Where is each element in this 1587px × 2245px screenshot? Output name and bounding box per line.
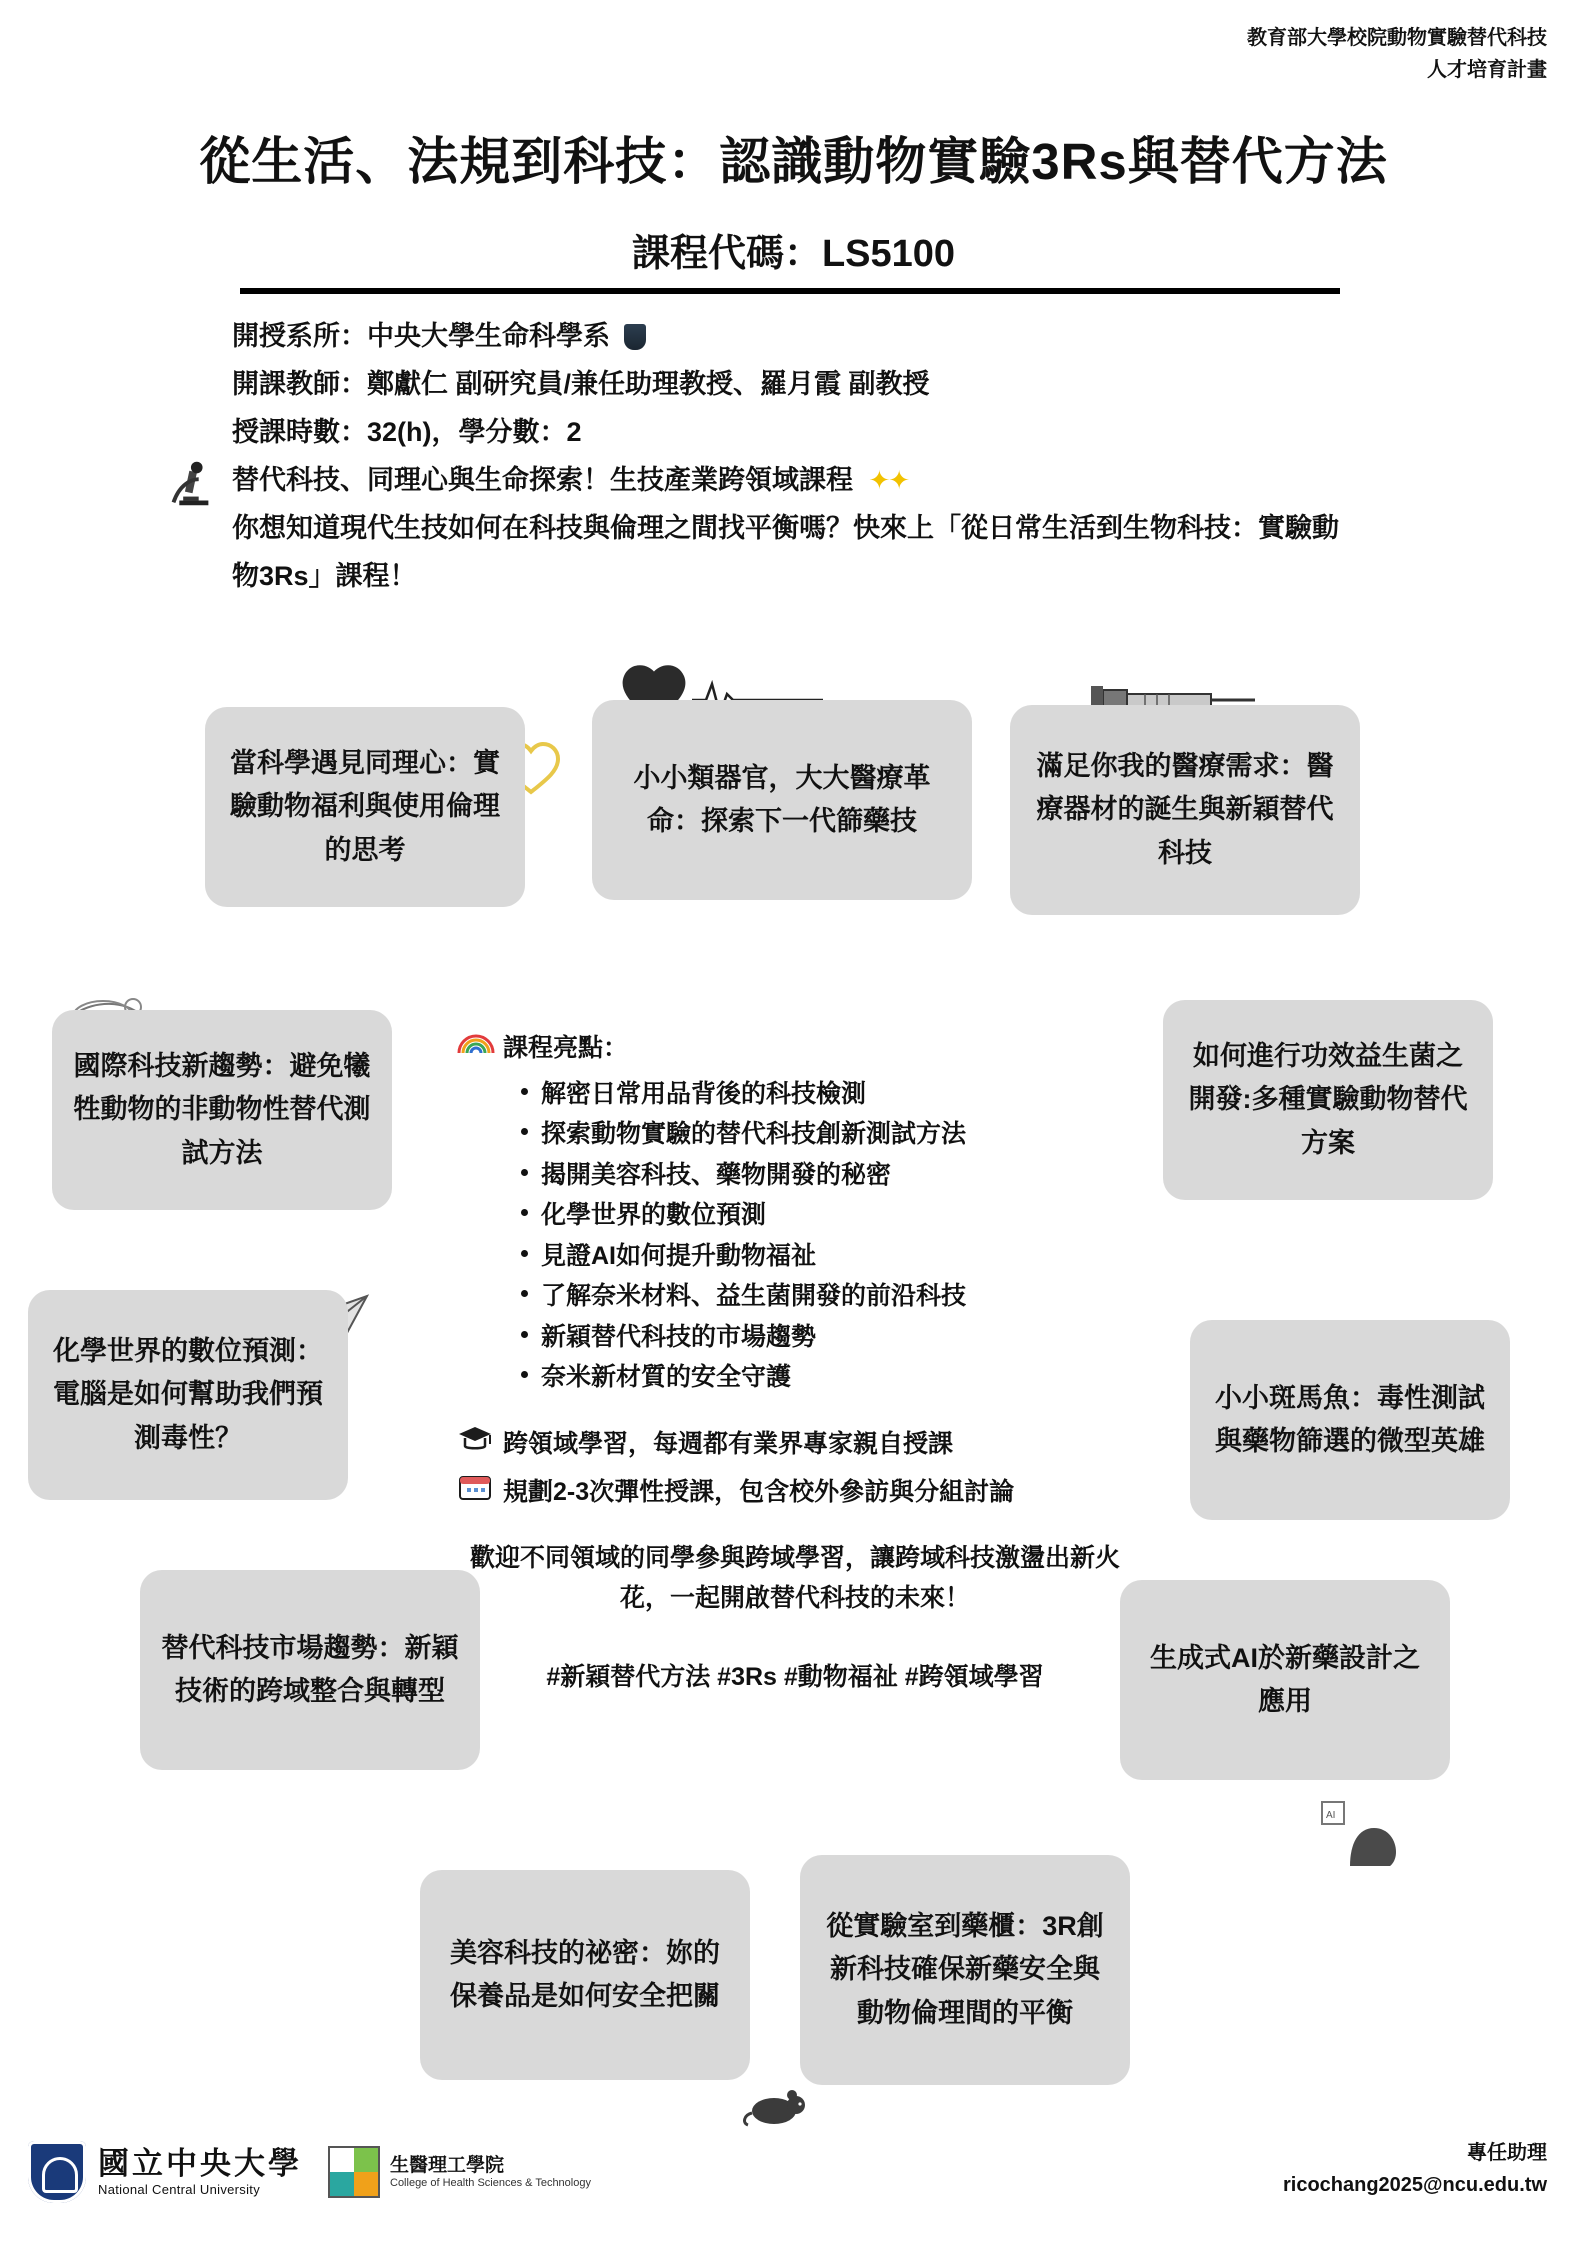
course-code: 課程代碼：LS5100 [631,233,956,275]
hashtags: #新穎替代方法 #3Rs #動物福祉 #跨領域學習 [546,1662,1044,1691]
topic-bubble-zebrafish[interactable] [1190,1320,1510,1520]
calendar-icon [457,1472,493,1502]
info-tagline [232,456,1432,504]
topic-bubble-digital-prediction-label: 化學世界的數位預測：電腦是如何幫助我們預測毒性？ [53,1336,323,1453]
highlight-item: 探索動物實驗的替代科技創新測試方法 [519,1114,1145,1155]
topic-bubble-medical-device-label: 滿足你我的醫療需求：醫療器材的誕生與新穎替代科技 [1036,751,1334,868]
organization-header [1247,22,1547,86]
microscope-icon [158,452,220,514]
highlight-item: 見證AI如何提升動物福祉 [519,1236,1145,1277]
org-line-1: 教育部大學校院動物實驗替代科技 [1247,27,1547,49]
footer-contact [1283,2137,1547,2201]
info-tagline-text: 替代科技、同理心與生命探索！生技產業跨領域課程 [232,465,853,496]
info-description: 你想知道現代生技如何在科技與倫理之間找平衡嗎？快來上「從日常生活到生物科技：實驗動物3Rs」課程！ [232,513,1339,592]
info-department [232,312,1432,360]
svg-text:AI: AI [1326,1810,1336,1821]
topic-bubble-medical-device[interactable] [1010,705,1360,915]
note-cross-domain-text: 跨領域學習，每週都有業界專家親自授課 [503,1429,954,1458]
ai-head-icon [1320,1800,1400,1870]
note-flexible-class [503,1472,1145,1512]
topic-bubble-beauty-tech-label: 美容科技的祕密：妳的保養品是如何安全把關 [450,1937,720,2011]
rat-icon [740,2085,820,2129]
topic-bubble-international-trend[interactable] [52,1010,392,1210]
ncu-logo [28,2141,302,2203]
topic-bubble-market-trend[interactable] [140,1570,480,1770]
chs-mark-icon [328,2146,380,2198]
course-notes [455,1424,1145,1512]
info-hours: 授課時數：32(h)，學分數：2 [232,417,582,448]
header-divider [240,288,1340,294]
chs-name-en: College of Health Sciences & Technology [390,2177,591,2190]
contact-title: 專任助理 [1467,2142,1547,2164]
ncu-crest-icon [28,2141,86,2203]
topic-bubble-organoid[interactable] [592,700,972,900]
highlights-list [519,1074,1145,1398]
info-department-text: 開授系所：中央大學生命科學系 [232,321,610,351]
topic-bubble-probiotics-label: 如何進行功效益生菌之開發:多種實驗動物替代方案 [1188,1041,1468,1158]
info-teacher: 開課教師：鄭獻仁 副研究員/兼任助理教授、羅月霞 副教授 [232,369,930,400]
highlight-item: 解密日常用品背後的科技檢測 [519,1074,1145,1115]
ncu-name-cn: 國立中央大學 [98,2146,302,2182]
page-title: 從生活、法規到科技：認識動物實驗3Rs與替代方法 [199,133,1388,190]
highlight-item: 揭開美容科技、藥物開發的秘密 [519,1155,1145,1196]
topic-bubble-beauty-tech[interactable] [420,1870,750,2080]
highlight-item: 了解奈米材料、益生菌開發的前沿科技 [519,1276,1145,1317]
welcome-text: 歡迎不同領域的同學參與跨域學習，讓跨域科技激盪出新火花，一起開啟替代科技的未來！ [469,1543,1120,1612]
topic-bubble-probiotics[interactable] [1163,1000,1493,1200]
topic-bubble-generative-ai[interactable] [1120,1580,1450,1780]
topic-bubble-generative-ai-label: 生成式AI於新藥設計之應用 [1150,1642,1420,1716]
topic-bubble-lab-to-pharmacy[interactable] [800,1855,1130,2085]
shield-icon [624,324,646,350]
org-line-2: 人才培育計畫 [1427,59,1547,81]
ncu-name-en: National Central University [98,2181,260,2197]
chs-name-cn: 生醫理工學院 [390,2154,505,2176]
contact-email[interactable]: ricochang2025@ncu.edu.tw [1282,2174,1547,2196]
highlight-item: 化學世界的數位預測 [519,1195,1145,1236]
note-flexible-class-text: 規劃2-3次彈性授課，包含校外參訪與分組討論 [503,1477,1015,1506]
topic-bubble-market-trend-label: 替代科技市場趨勢：新穎技術的跨域整合與轉型 [161,1632,459,1706]
topic-bubble-organoid-label: 小小類器官，大大醫療革命：探索下一代篩藥技 [633,762,931,836]
sparkle-icon: ✦✦ [868,465,909,496]
topic-bubble-digital-prediction[interactable] [28,1290,348,1500]
graduation-cap-icon [457,1424,493,1454]
course-info [232,312,1432,600]
topic-bubble-lab-to-pharmacy-label: 從實驗室到藥櫃：3R創新科技確保新藥安全與動物倫理間的平衡 [826,1911,1104,2028]
rainbow-icon [457,1032,495,1054]
topic-bubble-empathy-label: 當科學遇見同理心：實驗動物福利與使用倫理的思考 [230,748,500,865]
chs-logo [328,2146,591,2198]
topic-bubble-international-trend-label: 國際科技新趨勢：避免犧牲動物的非動物性替代測試方法 [73,1051,371,1168]
highlight-item: 新穎替代科技的市場趨勢 [519,1317,1145,1358]
highlights-title: 課程亮點： [503,1034,629,1062]
topic-bubble-empathy[interactable] [205,707,525,907]
course-highlights-block [455,1030,1145,1693]
note-cross-domain [503,1424,1145,1464]
highlight-item: 奈米新材質的安全守護 [519,1357,1145,1398]
topic-bubble-zebrafish-label: 小小斑馬魚：毒性測試與藥物篩選的微型英雄 [1215,1382,1485,1456]
footer-logos [28,2141,591,2203]
